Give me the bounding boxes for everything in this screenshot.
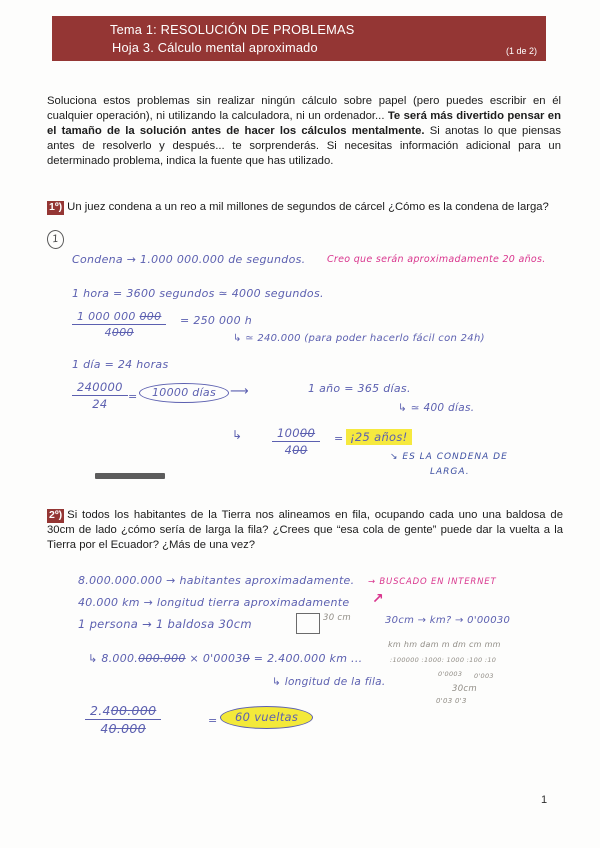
problem-2-marker: 2º)	[49, 509, 63, 521]
hw-year-line: 1 año = 365 días.	[308, 382, 411, 395]
hw-frac3-equals: =	[334, 432, 344, 445]
header-banner	[52, 16, 546, 61]
mult-result: = 2.400.000 km ...	[249, 652, 363, 665]
hw-pencil-b: 0'003	[474, 672, 494, 680]
fracf-denominator: 4	[100, 721, 109, 736]
hw-easy-note: ↳ ≃ 240.000 (para poder hacerlo fácil con 24h)	[233, 333, 485, 344]
frac3-numerator: 100	[277, 426, 300, 440]
hw-units-chain: km hm dam m dm cm mm	[388, 640, 501, 649]
hw-pink-estimate: Creo que serán aproximadamente 20 años.	[327, 254, 546, 265]
intro-text-bold: Te será más divertido pensar en el tamaño de la solución antes de hacer los cálculos mentalmente.	[47, 109, 561, 137]
hw-fraction-seconds	[72, 310, 166, 339]
hw-mult-line	[88, 652, 362, 665]
problem-1-marker: 1º)	[49, 201, 63, 213]
hw-long-arrow: ⟶	[230, 384, 249, 399]
hw-fracf-equals: =	[208, 714, 218, 727]
hw-fraction-final	[272, 426, 320, 457]
hw-fraction-hours	[72, 380, 128, 411]
frac2-numerator: 240000	[72, 380, 128, 396]
hw-conclusion-line1: ↘ ES LA CONDENA DE	[390, 452, 508, 462]
frac1-denominator: 4	[104, 326, 112, 339]
hw-units-factors: :100000 :1000: 1000 :100 :10	[390, 656, 497, 664]
hw-fila-note: ↳ longitud de la fila.	[272, 676, 386, 688]
hw-circled-days: 10000 días	[139, 383, 229, 403]
frac1-numerator: 1 000 000	[77, 310, 140, 323]
fracf-denominator-struck: 0.000	[108, 721, 146, 736]
mult-struck2: 0	[242, 652, 250, 665]
hw-square-label: 30 cm	[323, 613, 351, 623]
frac1-numerator-struck: 000	[139, 310, 162, 323]
hw-arrow3: ↳	[232, 428, 243, 442]
problem-1-text: Un juez condena a un reo a mil millones de segundos de cárcel ¿Cómo es la condena de larga?	[67, 201, 549, 213]
hw-habitants-line: 8.000.000.000 → habitantes aproximadamente.	[78, 574, 355, 587]
header-page-marker: (1 de 2)	[505, 46, 537, 56]
hw-pink-arrow: ↗	[372, 591, 385, 607]
mult-prefix: ↳ 8.000.	[88, 652, 139, 665]
header-title-line1: Tema 1: RESOLUCIÓN DE PROBLEMAS	[110, 22, 355, 37]
hw-final-answer-1: ¡25 años!	[346, 429, 412, 445]
hw-hour-line: 1 hora = 3600 segundos ≃ 4000 segundos.	[72, 287, 324, 300]
fracf-numerator-struck: 00.000	[110, 703, 157, 718]
header-title-line2: Hoja 3. Cálculo mental aproximado	[112, 40, 318, 55]
hw-approx-days: ↳ ≃ 400 días.	[398, 402, 475, 414]
scan-artifact-bar	[95, 473, 165, 479]
hw-frac1-result: = 250 000 h	[180, 314, 252, 327]
hw-pencil-d: 0'03 0'3	[436, 697, 467, 705]
hw-conversion-note: 30cm → km? → 0'00030	[385, 615, 511, 626]
frac3-numerator-struck: 00	[299, 426, 316, 440]
circled-number-1: 1	[46, 229, 65, 250]
mult-mid: × 0'0003	[185, 652, 243, 665]
intro-text-end: Si anotas lo que piensas antes de resolverlo y después... te sorprenderás. Si necesitas información adicional para un determinado problema, indica la fuente que has utilizado.	[47, 124, 561, 167]
fracf-numerator: 2.4	[90, 703, 111, 718]
hw-pencil-c: 30cm	[452, 684, 477, 694]
problem-1	[47, 200, 563, 215]
frac3-denominator-struck: 00	[292, 443, 308, 457]
hw-pencil-a: 0'0003	[438, 670, 463, 678]
mult-struck1: 000.000	[138, 652, 186, 665]
frac3-denominator: 4	[284, 443, 293, 457]
hw-person-line: 1 persona → 1 baldosa 30cm	[78, 617, 252, 631]
hw-day-line: 1 día = 24 horas	[72, 358, 169, 371]
hw-pink-source: → BUSCADO EN INTERNET	[368, 577, 497, 587]
intro-paragraph	[47, 94, 561, 169]
intro-text-start: Soluciona estos problemas sin realizar ningún cálculo sobre papel (pero puedes escribir en él cualquier operación), ni utilizando la calculadora, ni un ordenador...	[47, 95, 561, 122]
hw-final-answer-2: 60 vueltas	[220, 706, 313, 729]
hw-earth-line: 40.000 km → longitud tierra aproximadamente	[78, 596, 350, 609]
problem-2-text: Si todos los habitantes de la Tierra nos alineamos en fila, ocupando cada uno una baldosa de 30cm de lado ¿cómo sería de larga la fila? ¿Crees que “esa cola de gente” puede dar la vuelta a la Tierra por el Ecuador? ¿Más de una vez?	[47, 509, 563, 551]
page-number: 1	[541, 794, 548, 806]
frac2-denominator: 24	[92, 397, 108, 411]
hw-frac2-equals: =	[128, 390, 138, 403]
tile-square-sketch	[296, 613, 320, 634]
hw-conclusion-line2: LARGA.	[430, 467, 470, 477]
frac1-denominator-struck: 000	[111, 326, 134, 339]
problem-2	[47, 508, 563, 553]
hw-condena-line: Condena → 1.000 000.000 de segundos.	[72, 253, 306, 266]
hw-fraction-vueltas	[85, 703, 161, 736]
